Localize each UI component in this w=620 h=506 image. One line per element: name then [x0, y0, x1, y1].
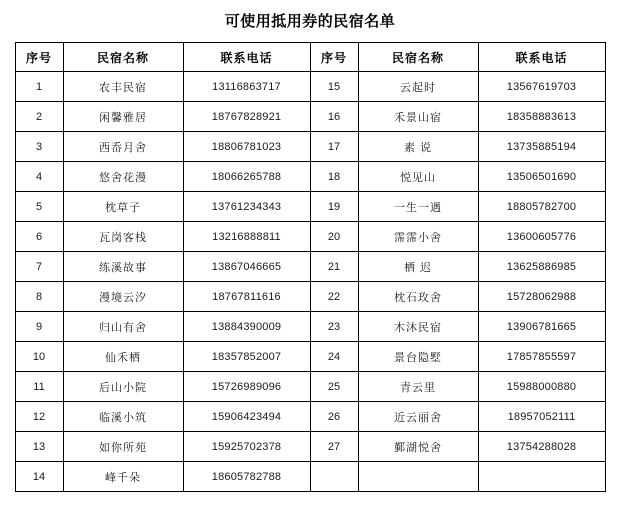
cell-name-left: 悠舍花漫	[63, 162, 183, 192]
cell-name-right: 云起时	[358, 72, 478, 102]
cell-phone-left: 15726989096	[183, 372, 310, 402]
cell-index-left: 1	[15, 72, 63, 102]
cell-index-right: 15	[310, 72, 358, 102]
cell-name-right: 枕石玫舍	[358, 282, 478, 312]
cell-index-right: 18	[310, 162, 358, 192]
cell-index-left: 2	[15, 102, 63, 132]
cell-name-right: 悦见山	[358, 162, 478, 192]
column-header-phone-right: 联系电话	[478, 43, 605, 72]
cell-index-right: 26	[310, 402, 358, 432]
cell-index-left: 9	[15, 312, 63, 342]
cell-index-left: 7	[15, 252, 63, 282]
table-row	[15, 102, 605, 132]
cell-phone-left: 13216888811	[183, 222, 310, 252]
cell-name-right: 素 说	[358, 132, 478, 162]
cell-index-right: 22	[310, 282, 358, 312]
cell-phone-right: 13754288028	[478, 432, 605, 462]
cell-phone-right: 13506501690	[478, 162, 605, 192]
cell-index-right: 20	[310, 222, 358, 252]
cell-index-left: 4	[15, 162, 63, 192]
cell-index-right	[310, 462, 358, 492]
cell-phone-right: 18957052111	[478, 402, 605, 432]
column-header-name-left: 民宿名称	[63, 43, 183, 72]
table-row	[15, 402, 605, 432]
cell-name-right	[358, 462, 478, 492]
cell-phone-left: 13761234343	[183, 192, 310, 222]
cell-phone-left: 18767811616	[183, 282, 310, 312]
table-header-row	[15, 43, 605, 72]
cell-index-right: 27	[310, 432, 358, 462]
cell-index-right: 17	[310, 132, 358, 162]
cell-name-left: 后山小院	[63, 372, 183, 402]
cell-phone-right: 18358883613	[478, 102, 605, 132]
cell-phone-right: 15988000880	[478, 372, 605, 402]
table-row	[15, 162, 605, 192]
cell-name-right: 一生一遇	[358, 192, 478, 222]
cell-index-left: 10	[15, 342, 63, 372]
cell-index-left: 3	[15, 132, 63, 162]
cell-name-left: 漫境云汐	[63, 282, 183, 312]
cell-name-right: 青云里	[358, 372, 478, 402]
cell-name-right: 景台隐墅	[358, 342, 478, 372]
cell-phone-left: 18767828921	[183, 102, 310, 132]
cell-phone-right	[478, 462, 605, 492]
cell-phone-left: 18066265788	[183, 162, 310, 192]
table-row	[15, 282, 605, 312]
cell-name-left: 枕草子	[63, 192, 183, 222]
cell-phone-left: 15925702378	[183, 432, 310, 462]
table-row	[15, 342, 605, 372]
cell-name-left: 仙禾栖	[63, 342, 183, 372]
page-title: 可使用抵用券的民宿名单	[224, 13, 396, 30]
cell-name-left: 瓦岗客栈	[63, 222, 183, 252]
table-row	[15, 372, 605, 402]
cell-phone-left: 18806781023	[183, 132, 310, 162]
cell-name-left: 练溪故事	[63, 252, 183, 282]
cell-phone-right: 13906781665	[478, 312, 605, 342]
cell-phone-left: 13867046665	[183, 252, 310, 282]
cell-index-left: 6	[15, 222, 63, 252]
cell-index-left: 13	[15, 432, 63, 462]
homestay-table	[15, 42, 606, 492]
cell-index-left: 8	[15, 282, 63, 312]
cell-phone-left: 15906423494	[183, 402, 310, 432]
cell-name-right: 木沐民宿	[358, 312, 478, 342]
table-body	[15, 72, 605, 492]
cell-name-right: 禾景山宿	[358, 102, 478, 132]
cell-name-right: 近云丽舍	[358, 402, 478, 432]
cell-name-right: 霈霈小舍	[358, 222, 478, 252]
cell-phone-right: 17857855597	[478, 342, 605, 372]
cell-index-left: 5	[15, 192, 63, 222]
cell-index-right: 19	[310, 192, 358, 222]
table-row	[15, 252, 605, 282]
table-row	[15, 132, 605, 162]
cell-index-left: 14	[15, 462, 63, 492]
column-header-index-left: 序号	[15, 43, 63, 72]
cell-index-right: 21	[310, 252, 358, 282]
cell-phone-right: 13567619703	[478, 72, 605, 102]
cell-phone-right: 13625886985	[478, 252, 605, 282]
table-row	[15, 432, 605, 462]
cell-index-right: 25	[310, 372, 358, 402]
column-header-phone-left: 联系电话	[183, 43, 310, 72]
cell-phone-left: 13116863717	[183, 72, 310, 102]
cell-phone-left: 13884390009	[183, 312, 310, 342]
table-row	[15, 312, 605, 342]
cell-name-left: 临溪小筑	[63, 402, 183, 432]
cell-index-right: 16	[310, 102, 358, 132]
table-row	[15, 72, 605, 102]
cell-name-left: 西岙月舍	[63, 132, 183, 162]
table-row	[15, 222, 605, 252]
table-row	[15, 462, 605, 492]
cell-index-right: 24	[310, 342, 358, 372]
table-row	[15, 192, 605, 222]
cell-phone-left: 18605782788	[183, 462, 310, 492]
cell-index-right: 23	[310, 312, 358, 342]
cell-name-left: 峰千朵	[63, 462, 183, 492]
cell-phone-right: 15728062988	[478, 282, 605, 312]
cell-name-left: 闲馨雅居	[63, 102, 183, 132]
cell-name-left: 农丰民宿	[63, 72, 183, 102]
cell-phone-right: 18805782700	[478, 192, 605, 222]
cell-index-left: 11	[15, 372, 63, 402]
cell-phone-right: 13735885194	[478, 132, 605, 162]
cell-name-left: 如你所苑	[63, 432, 183, 462]
column-header-name-right: 民宿名称	[358, 43, 478, 72]
column-header-index-right: 序号	[310, 43, 358, 72]
cell-index-left: 12	[15, 402, 63, 432]
cell-phone-left: 18357852007	[183, 342, 310, 372]
cell-phone-right: 13600605776	[478, 222, 605, 252]
cell-name-right: 鄞湖悦舍	[358, 432, 478, 462]
cell-name-left: 归山有舍	[63, 312, 183, 342]
cell-name-right: 栖 迟	[358, 252, 478, 282]
